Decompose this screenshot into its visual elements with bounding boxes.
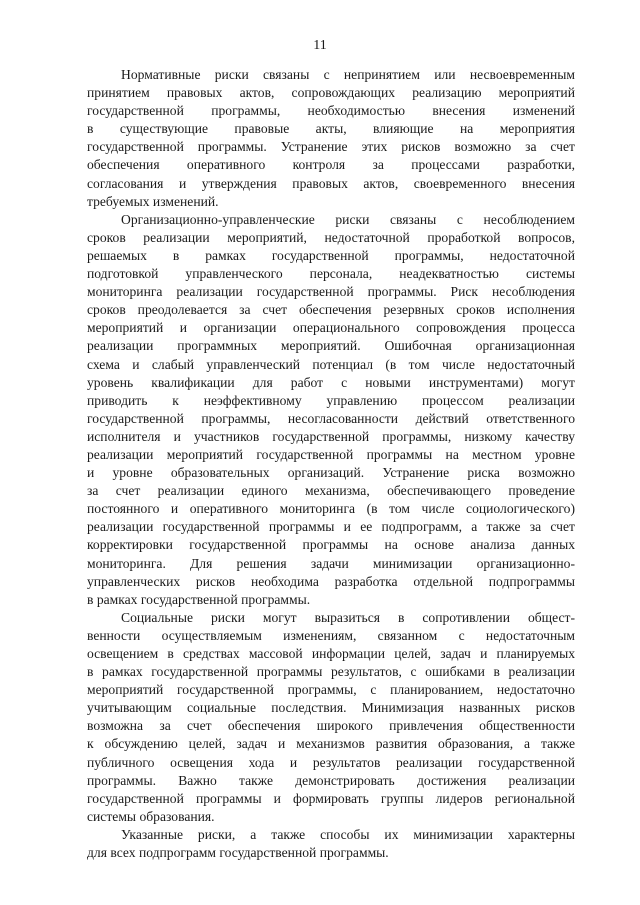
text-line: Организационно-управленческие риски связаны с несоблюдением: [121, 211, 575, 227]
paragraph: [87, 826, 575, 862]
text-line: сроков преодолевается за счет обеспечения резервных сроков исполнения: [87, 302, 575, 318]
text-line: реализации государственной программы и ее подпрограмм, а также за счет: [87, 519, 575, 535]
text-line: в рамках государственной программы.: [87, 591, 311, 607]
text-line: венности осуществляемым изменениям, связанном с недостаточным: [87, 627, 575, 643]
text-line: за счет реализации единого механизма, обеспечивающего проведение: [87, 483, 575, 499]
text-line: управленческих рисков необходима разработка отдельной подпрограммы: [87, 573, 575, 589]
text-line: приводить к неэффективному управлению процессом реализации: [87, 392, 575, 408]
text-line: программы. Важно также демонстрировать достижения реализации: [87, 772, 575, 788]
text-line: мониторинга реализации государственной программы. Риск несоблюдения: [87, 284, 575, 300]
text-line: исполнителя и участников государственной программы, низкому качеству: [87, 428, 575, 444]
page-number: 11: [313, 38, 327, 53]
text-line: мониторинга. Для решения задачи минимизации организационно-: [87, 555, 575, 571]
text-line: решаемых в рамках государственной программы, недостаточной: [87, 247, 575, 263]
text-line: возможна за счет обеспечения широкого привлечения общественности: [87, 718, 575, 734]
text-line: системы образования.: [87, 808, 215, 824]
text-line: принятием правовых актов, сопровождающих реализацию мероприятий: [87, 85, 575, 101]
text-line: мероприятий и организации операционального сопровождения процесса: [87, 320, 575, 336]
text-line: постоянного и оперативного мониторинга (в том числе социологического): [87, 501, 575, 517]
text-line: государственной программы. Устранение этих рисков возможно за счет: [87, 139, 575, 155]
paragraph: [87, 211, 575, 609]
paragraph: [87, 609, 575, 826]
text-line: уровень квалификации для работ с новыми инструментами) могут: [87, 374, 575, 390]
text-line: реализации программных мероприятий. Ошибочная организационная: [87, 338, 575, 354]
text-line: и уровне образовательных организаций. Устранение риска возможно: [87, 465, 575, 481]
text-line: Нормативные риски связаны с непринятием или несвоевременным: [121, 67, 575, 82]
text-line: государственной программы и формировать группы лидеров региональной: [87, 790, 575, 806]
text-line: сроков реализации мероприятий, недостаточной проработкой вопросов,: [87, 229, 575, 245]
text-line: требуемых изменений.: [87, 193, 219, 209]
text-line: обеспечения оперативного контроля за процессами разработки,: [87, 157, 575, 173]
text-line: государственной программы, несогласованности действий ответственного: [87, 410, 575, 426]
text-line: схема и слабый управленческий потенциал (в том числе недостаточный: [87, 356, 575, 372]
text-line: мероприятий государственной программы, с планированием, недостаточно: [87, 682, 575, 698]
text-line: в рамках государственной программы результатов, с ошибками в реализации: [87, 664, 575, 680]
text-line: реализации мероприятий государственной программы на местном уровне: [87, 446, 575, 462]
text-line: подготовкой управленческого персонала, неадекватностью системы: [87, 266, 575, 282]
text-line: Указанные риски, а также способы их минимизации характерны: [121, 826, 575, 842]
text-line: Социальные риски могут выразиться в сопротивлении общест-: [121, 609, 575, 625]
text-line: в существующие правовые акты, влияющие на мероприятия: [87, 121, 575, 137]
text-line: корректировки государственной программы на основе анализа данных: [87, 537, 575, 553]
text-line: государственной программы, необходимостью внесения изменений: [87, 103, 575, 119]
text-line: освещением в средствах массовой информации целей, задач и планируемых: [87, 646, 575, 661]
text-line: согласования и утверждения правовых актов, своевременного внесения: [87, 175, 575, 191]
document-body: [87, 66, 575, 862]
text-line: к обсуждению целей, задач и механизмов развития образования, а также: [87, 736, 575, 752]
text-line: публичного освещения хода и результатов реализации государственной: [87, 754, 575, 770]
paragraph: [87, 66, 575, 211]
text-line: для всех подпрограмм государственной программы.: [87, 845, 389, 861]
text-line: учитывающим социальные последствия. Минимизация названных рисков: [87, 700, 575, 716]
